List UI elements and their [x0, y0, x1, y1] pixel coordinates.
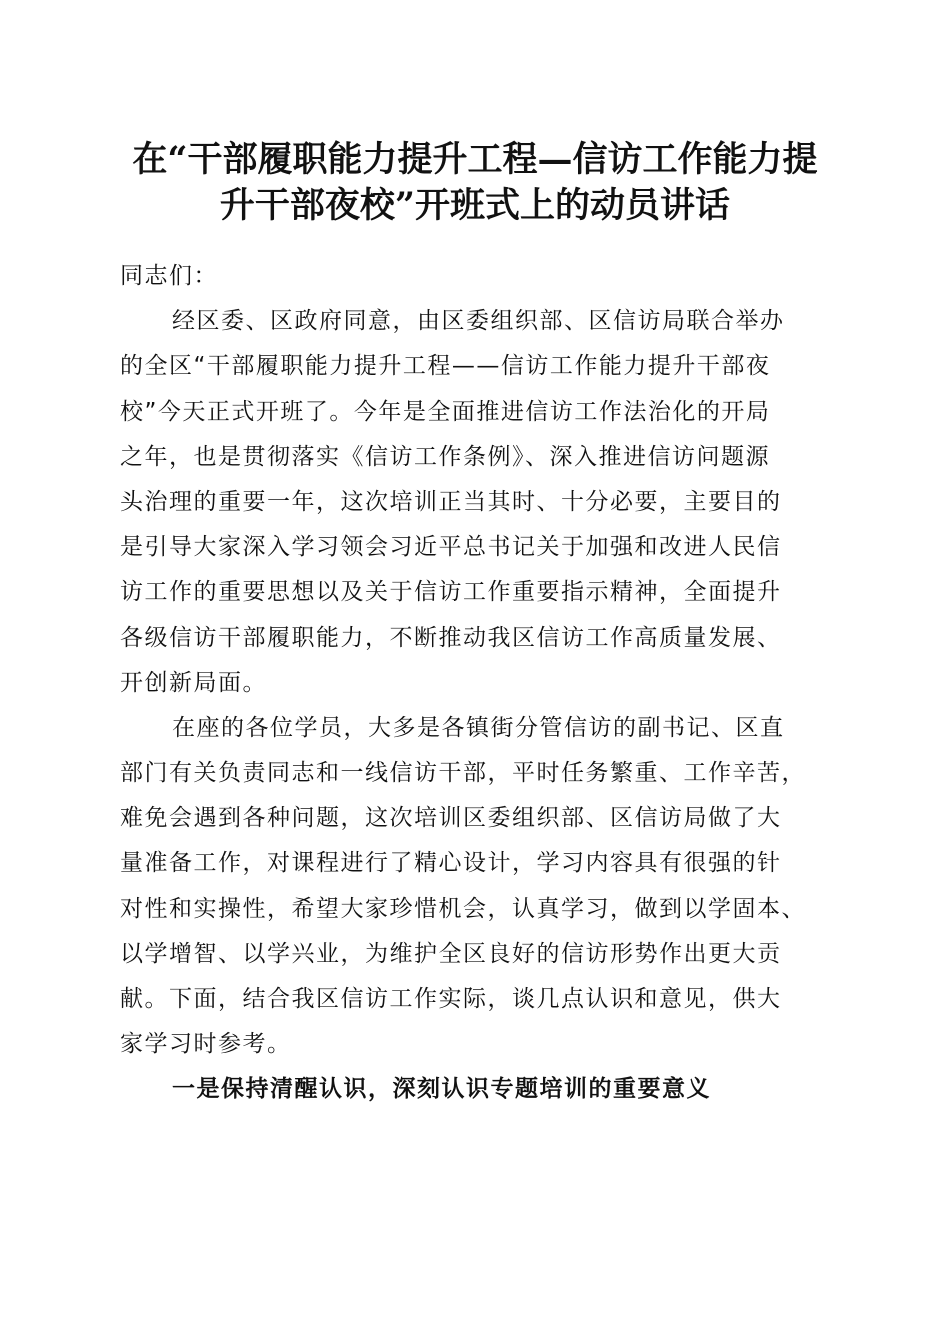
paragraph-line: 开创新局面。 [120, 669, 267, 696]
paragraph-line: 量准备工作，对课程进行了精心设计，学习内容具有很强的针 [120, 850, 782, 877]
paragraph-line: 的全区“干部履职能力提升工程——信访工作能力提升干部夜 [120, 353, 771, 380]
title-line: 在“干部履职能力提升工程—信访工作能力提 [132, 139, 818, 180]
paragraph-line: 是引导大家深入学习领会习近平总书记关于加强和改进人民信 [120, 534, 782, 561]
paragraph-line: 难免会遇到各种问题，这次培训区委组织部、区信访局做了大 [120, 805, 782, 832]
paragraph-line: 以学增智、以学兴业，为维护全区良好的信访形势作出更大贡 [120, 940, 782, 967]
paragraph-line: 部门有关负责同志和一线信访干部，平时任务繁重、工作辛苦， [120, 760, 806, 787]
paragraph-line: 头治理的重要一年，这次培训正当其时、十分必要，主要目的 [120, 488, 782, 515]
section-heading: 一是保持清醒认识，深刻认识专题培训的重要意义 [172, 1076, 711, 1103]
paragraph-line: 献。下面，结合我区信访工作实际，谈几点认识和意见，供大 [120, 986, 782, 1012]
paragraph-line: 在座的各位学员，大多是各镇街分管信访的副书记、区直 [172, 714, 785, 741]
document-title [100, 137, 850, 229]
paragraph-line: 各级信访干部履职能力，不断推动我区信访工作高质量发展、 [120, 624, 782, 651]
paragraph-line: 家学习时参考。 [120, 1031, 292, 1058]
paragraph-line: 之年，也是贯彻落实《信访工作条例》、深入推进信访问题源 [120, 443, 770, 470]
paragraph-2 [120, 706, 835, 1068]
title-line: 升干部夜校”开班式上的动员讲话 [219, 185, 731, 226]
paragraph-1 [120, 299, 835, 706]
document-body [120, 254, 835, 1113]
salutation: 同志们： [120, 263, 218, 289]
paragraph-line: 访工作的重要思想以及关于信访工作重要指示精神，全面提升 [120, 579, 782, 606]
paragraph-line: 校”今天正式开班了。今年是全面推进信访工作法治化的开局 [120, 398, 771, 425]
paragraph-line: 对性和实操性，希望大家珍惜机会，认真学习，做到以学固本、 [120, 895, 806, 922]
paragraph-line: 经区委、区政府同意，由区委组织部、区信访局联合举办 [172, 308, 785, 335]
